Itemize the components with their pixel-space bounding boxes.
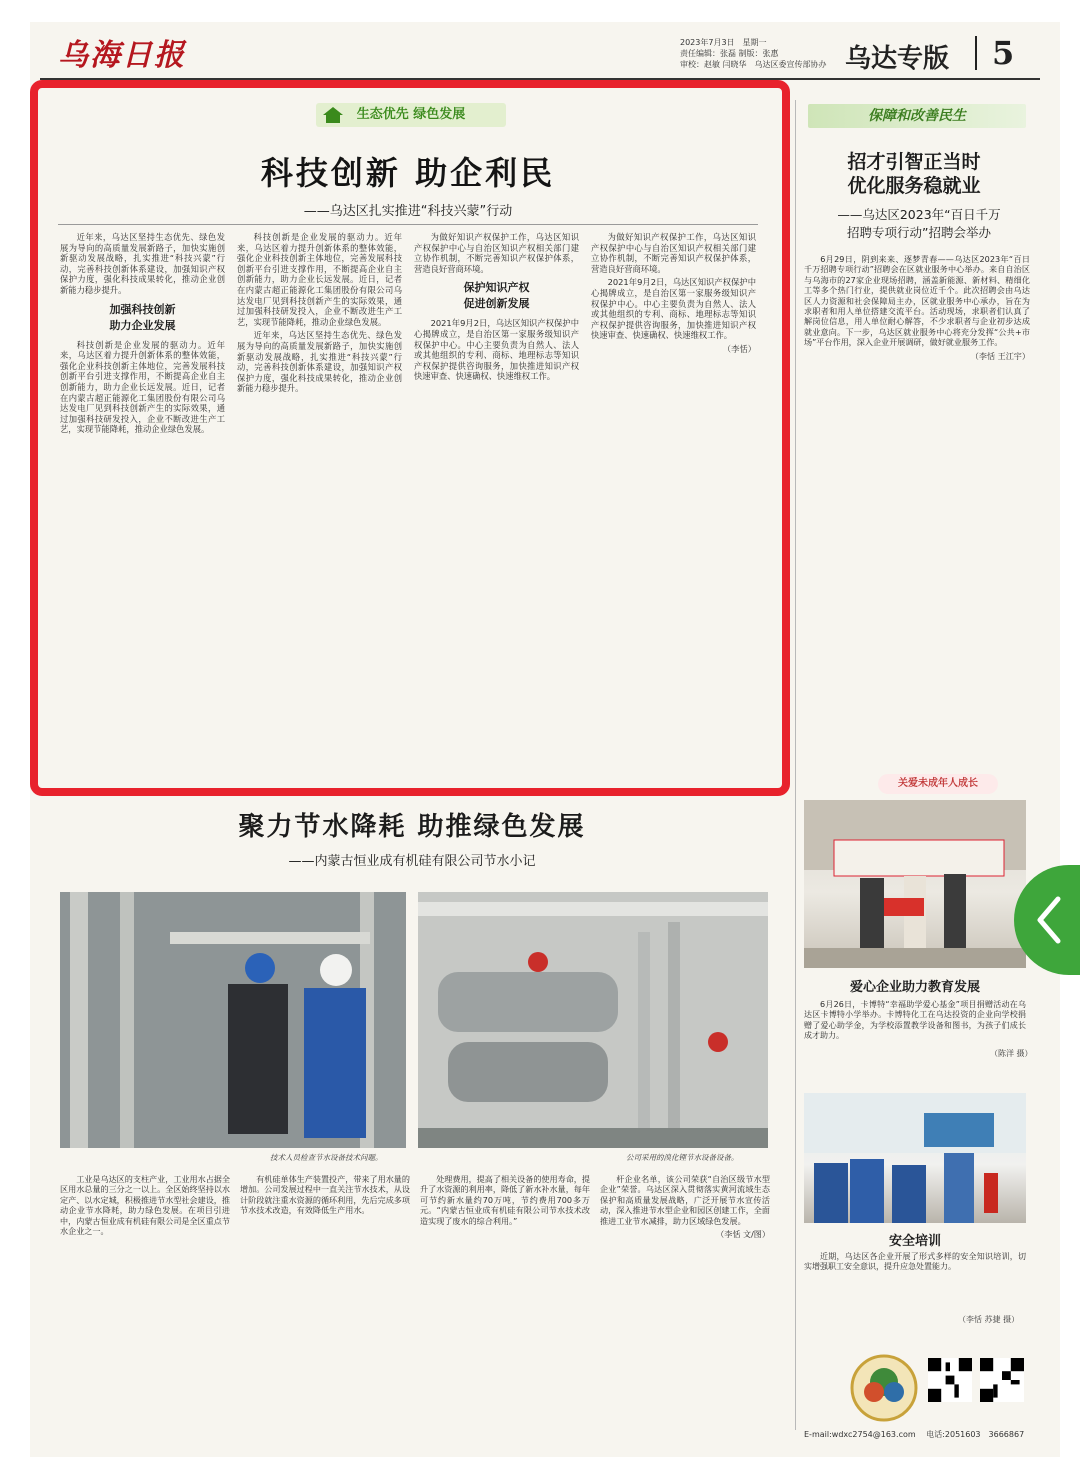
safety-photo-art [804,1093,1026,1223]
kicker-label [316,103,506,127]
second-col-1 [60,1174,230,1434]
safety-byline: （李恬 苏捷 摄） [958,1315,1020,1324]
second-col-4 [600,1174,770,1434]
footer-phone: 电话:2051603 3666867 [926,1430,1025,1439]
closing-text: 为做好知识产权保护工作，乌达区知识产权保护中心与自治区知识产权相关部门建立协作机制，不断完善知识产权保护体系，营造良好营商环境。 [591,232,756,274]
qr-code-icon [980,1358,1024,1402]
second-article-title: 聚力节水降耗 助推绿色发展 [238,812,586,842]
lead-col-1 [60,232,225,752]
newspaper-logo: 乌海日报 [58,38,186,73]
closing-cont: 为做好知识产权保护工作，乌达区知识产权保护中心与自治区知识产权相关部门建立协作机制，不断完善知识产权保护体系，营造良好营商环境。 [414,232,579,274]
house-icon [322,106,344,124]
second-col-3 [420,1174,590,1434]
lead-col-3 [414,232,579,752]
donation-text: 6月26日，卡博特“幸福助学爱心基金”项目捐赠活动在乌达区卡博特小学举办。卡博特化工在乌达投资的企业向学校捐赠了爱心助学金，为学校添置教学设备和图书，为孩子们成长成才助力。 [804,1000,1026,1041]
issue-editors: 责任编辑：张磊 制版：张惠 [680,49,779,58]
equipment-photo-caption: 公司采用的溴化锂节水设备设备。 [626,1153,739,1162]
footer-contact [804,1429,1024,1440]
second-byline: （李恬 文/图） [716,1229,770,1240]
lead-article-body [60,232,756,752]
section2-text-cont: 2021年9月2日，乌达区知识产权保护中心揭牌成立，是自治区第一家服务级知识产权保护中心。中心主要负责为自然人、法人或其他组织的专利、商标、地理标志等知识产权保护提供咨询服务，加快推进知识产权快速审查、快速确权、快速维权工作。 [591,277,756,341]
lead-title-rule [58,224,758,225]
safety-caption: 安全培训 [888,1234,941,1249]
second-col-4-text: 杆企业名单，该公司荣获“自治区级节水型企业”荣誉。乌达区深入贯彻落实黄河流域生态保护和高质量发展战略，广泛开展节水宣传活动，深入推进节水型企业和园区创建工作，全面推进工业节水减排，助力区域绿色发展。 [600,1174,770,1226]
footer-email: E-mail:wdxc2754@163.com [804,1430,916,1439]
side-article-title: 招才引智正当时 优化服务稳就业 [847,151,981,197]
issue-meta [680,37,840,70]
side-article-text: 6月29日，阴到来来、逐梦青春——乌达区2023年“百日千万招聘专项行动”招聘会在区就业服务中心举办。来自自治区与乌海市的27家企业现场招聘，涵盖新能源、新材料、精细化工等多个热门行业，提供就业岗位近千个。此次招聘会由乌达区人力资源和社会保障局主办，区就业服务中心承办，旨在为求职者和用人单位搭建交流平台。活动现场，求职者们认真了解岗位信息，用人单位耐心解答，不少求职者与企业初步达成就业意向。下一步，乌达区就业服务中心将充分发挥“公共+市场”平台作用，深入企业开展调研，做好就业服务工作。 [804,254,1030,348]
technician-photo-caption: 技术人员检查节水设备技术问题。 [270,1153,383,1162]
emblem-logo [848,1352,920,1424]
kids-banner: 关爱未成年人成长 [878,774,998,794]
issue-review: 审校：赵敏 闫晓华 乌达区委宣传部协办 [680,60,827,69]
kicker-text: 生态优先 绿色发展 [356,107,466,122]
lead-article-title: 科技创新 助企利民 [260,154,556,192]
lead-col-2 [237,232,402,752]
equipment-photo-art [418,892,768,1148]
second-article-body [60,1174,770,1434]
donation-byline: （陈洋 摄） [990,1049,1033,1058]
second-col-3-text: 处理费用，提高了相关设备的使用寿命，提升了水资源的利用率，降低了新水补水量，每年可节约新水量约70万吨，节约费用700多万元。“内蒙古恒业成有机硅有限公司节水技术改造实现了废水的综合利用。” [420,1174,590,1226]
section2-heading: 保护知识产权 促进创新发展 [463,281,530,311]
lead-col-4 [591,232,756,752]
side-article-byline: （李恬 王江宇） [970,350,1030,361]
safety-photo [804,1093,1026,1223]
lead-article-subtitle: ——乌达区扎实推进“科技兴蒙”行动 [303,204,513,219]
second-col-2-text: 有机硅单体生产装置投产，带来了用水量的增加。公司发展过程中一直关注节水技术，从设计阶段就注重水资源的循环利用，先后完成多项节水技术改造，有效降低生产用水。 [240,1174,410,1216]
donation-photo-art [804,800,1026,968]
edition-name: 乌达专版 [845,44,950,74]
lead-intro: 近年来，乌达区坚持生态优先、绿色发展为导向的高质量发展新路子，加快实施创新驱动发展战略，扎实推进“科技兴蒙”行动，完善科技创新体系建设，加强知识产权保护力度，强化科技成果转化，推动企业创新能力稳步提升。 [60,232,225,295]
technician-photo [60,892,406,1148]
column-divider [795,100,796,1430]
lead-intro-cont: 近年来，乌达区坚持生态优先、绿色发展为导向的高质量发展新路子，加快实施创新驱动发展战略，扎实推进“科技兴蒙”行动，完善科技创新体系建设，加强知识产权保护力度，强化科技成果转化，推动企业创新能力稳步提升。 [237,330,402,394]
section-banner: 保障和改善民生 [808,104,1026,128]
second-col-1-text: 工业是乌达区的支柱产业，工业用水占据全区用水总量的三分之一以上。全区始终坚持以水定产、以水定城，积极推进节水型社会建设，推动企业节水降耗，助力绿色发展。在项目引进中，内蒙古恒业成有机硅有限公司是全区重点节水企业之一。 [60,1174,230,1237]
section1-heading: 加强科技创新 助力企业发展 [109,302,176,332]
lead-byline: （李恬） [722,343,756,354]
section1-text: 科技创新是企业发展的驱动力。近年来，乌达区着力提升创新体系的整体效能，强化企业科技创新主体地位，完善发展科技创新平台引进支撑作用，不断提高企业自主创新能力，助力企业长远发展。近日，记者在内蒙古超正能源化工集团股份有限公司乌达发电厂见到科技创新产生的实际效果，通过加强科技研发投入，企业不断改进生产工艺，实现节能降耗，推动企业绿色发展。 [60,339,225,435]
qr-code-icon [928,1358,972,1402]
chevron-left-icon [1034,895,1064,945]
second-article-subtitle: ——内蒙古恒业成有机硅有限公司节水小记 [288,854,536,869]
second-col-2 [240,1174,410,1434]
page-number: 5 [992,34,1015,72]
technician-photo-art [60,892,406,1148]
donation-photo [804,800,1026,968]
safety-text: 近期，乌达区各企业开展了形式多样的安全知识培训，切实增强职工安全意识，提升应急处置能力。 [804,1252,1026,1272]
side-article-subtitle: ——乌达区2023年“百日千万 招聘专项行动”招聘会举办 [837,207,1001,240]
section2-text: 2021年9月2日，乌达区知识产权保护中心揭牌成立，是自治区第一家服务级知识产权保护中心。中心主要负责为自然人、法人或其他组织的专利、商标、地理标志等知识产权保护提供咨询服务，加快推进知识产权快速审查、快速确权、快速维权工作。 [414,318,579,382]
equipment-photo [418,892,768,1148]
section1-text-cont: 科技创新是企业发展的驱动力。近年来，乌达区着力提升创新体系的整体效能，强化企业科技创新主体地位，完善发展科技创新平台引进支撑作用，不断提高企业自主创新能力，助力企业长远发展。近日，记者在内蒙古超正能源化工集团股份有限公司乌达发电厂见到科技创新产生的实际效果，通过加强科技研发投入，企业不断改进生产工艺，实现节能降耗，推动企业绿色发展。 [237,232,402,327]
edition-divider [975,36,977,70]
side-article-body [804,254,1030,754]
issue-date: 2023年7月3日 星期一 [680,38,767,47]
donation-caption: 爱心企业助力教育发展 [849,980,980,995]
